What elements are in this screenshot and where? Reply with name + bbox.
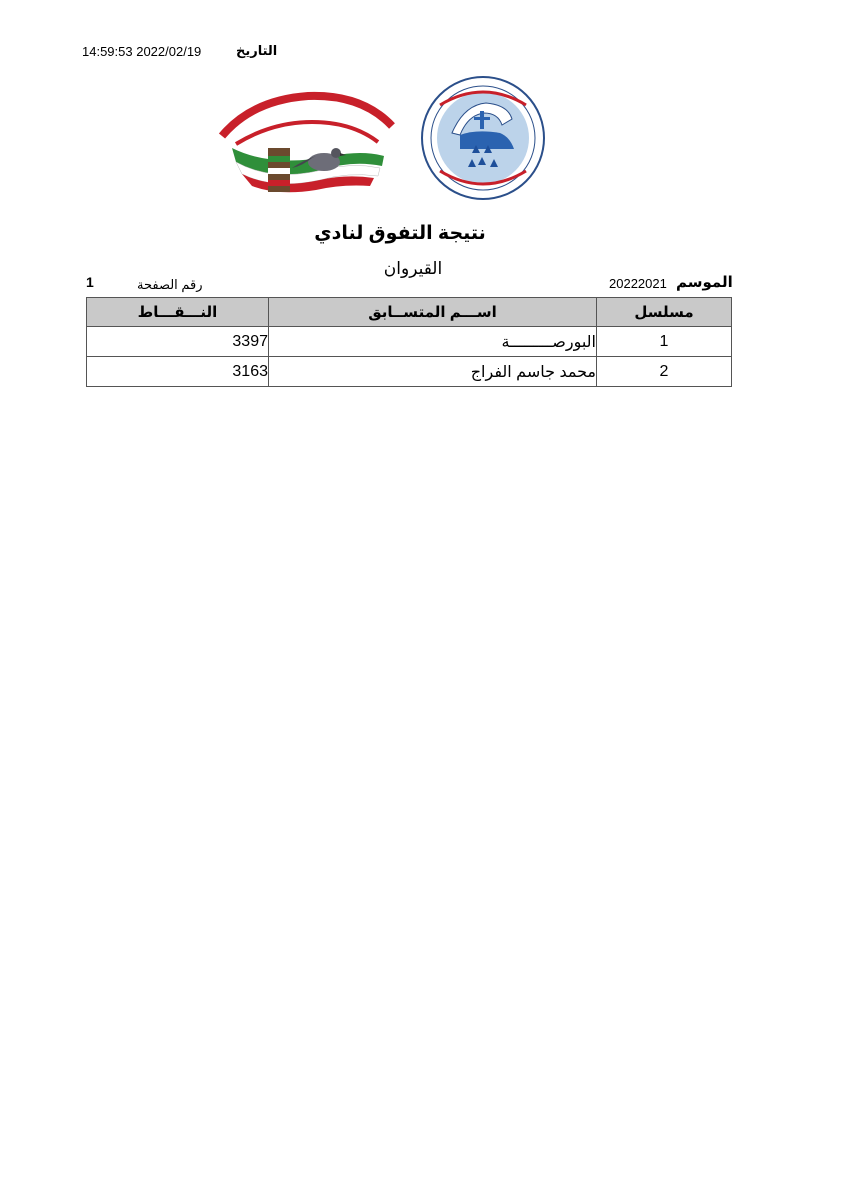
club-name: القيروان [383,259,443,278]
points-cell: 3163 [87,357,269,387]
season-label: الموسم [676,274,733,291]
competitor-name-cell: محمد جاسم الفراج [269,357,597,387]
club-logo [212,86,398,196]
report-title: نتيجة التفوق لنادي [314,223,486,244]
table-header-row [87,298,732,327]
report-date-label: التاريخ [236,43,278,58]
federation-logo [420,75,546,201]
report-date-value: 14:59:53 2022/02/19 [82,44,202,59]
page-number-value: 1 [86,274,94,290]
points-column-header: النـــقـــاط [87,298,269,327]
table-row [87,327,732,357]
page-number-label: رقم الصفحة [137,277,203,292]
serial-cell: 1 [597,327,732,357]
serial-column-header: مسلسل [597,298,732,327]
points-cell: 3397 [87,327,269,357]
season-value: 20222021 [609,276,667,291]
competitor-name-cell: البورصـــــــــة [269,327,597,357]
serial-cell: 2 [597,357,732,387]
results-table [86,297,732,387]
table-row [87,357,732,387]
competitor-column-header: اســـم المتســابق [269,298,597,327]
